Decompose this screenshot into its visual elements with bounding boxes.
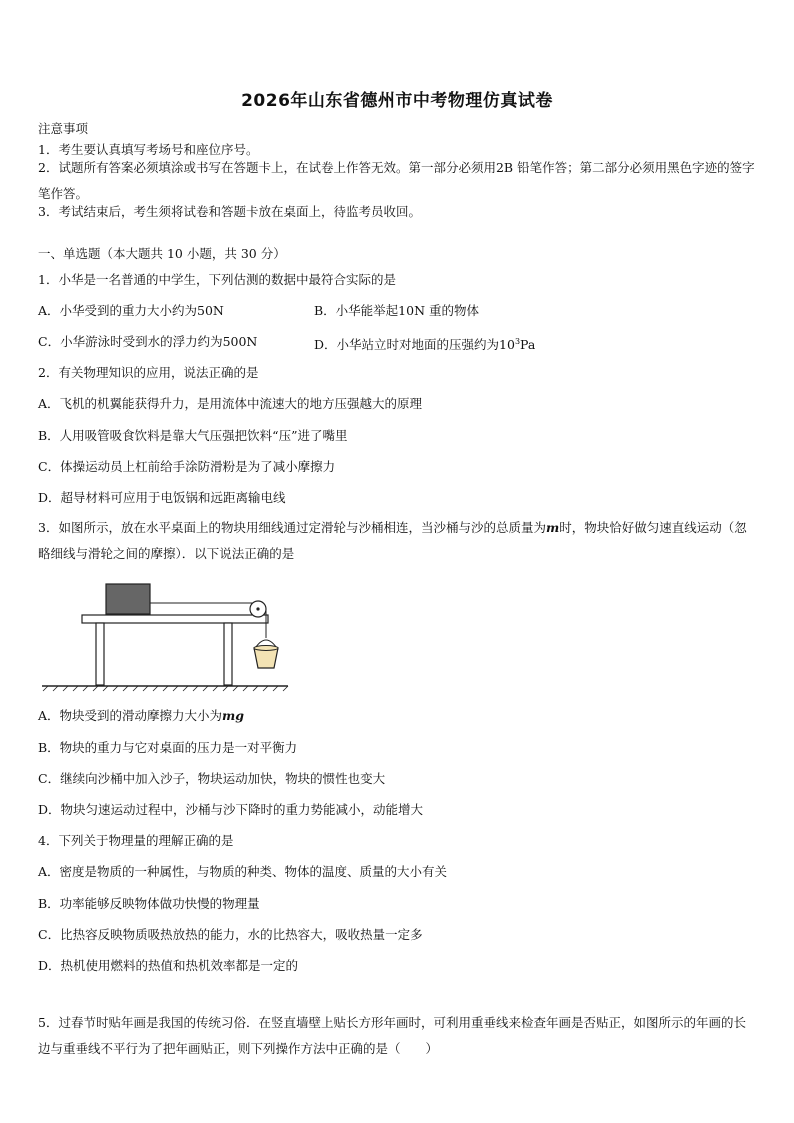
q1-option-c[interactable]: C．小华游泳时受到水的浮力约为500N (38, 334, 258, 349)
q3-stem-variable: m (545, 520, 560, 535)
notice-heading: 注意事项 (38, 121, 89, 136)
q1-option-b[interactable]: B．小华能举起10N 重的物体 (314, 303, 480, 318)
q3-option-d[interactable]: D．物块匀速运动过程中，沙桶与沙下降时的重力势能减小，动能增大 (38, 802, 424, 817)
q4-option-d[interactable]: D．热机使用燃料的热值和热机效率都是一定的 (38, 958, 299, 973)
q3-option-c[interactable]: C．继续向沙桶中加入沙子，物块运动加快，物块的惯性也变大 (38, 771, 386, 786)
table-leg-right (224, 623, 232, 685)
q3-option-a-variable: mg (222, 708, 244, 723)
section-heading: 一、单选题（本大题共 10 小题，共 30 分） (38, 246, 286, 261)
q3-stem-part1: 3．如图所示，放在水平桌面上的物块用细线通过定滑轮与沙桶相连，当沙桶与沙的总质量为 (38, 520, 546, 535)
q2-option-b[interactable]: B．人用吸管吸食饮料是靠大气压强把饮料“压”进了嘴里 (38, 428, 348, 443)
q3-option-a-text: A．物块受到的滑动摩擦力大小为 (38, 708, 223, 723)
q4-option-c[interactable]: C．比热容反映物质吸热放热的能力，水的比热容大，吸收热量一定多 (38, 927, 423, 942)
notice-item-2: 2．试题所有答案必须填涂或书写在答题卡上，在试卷上作答无效。第一部分必须用2B 铅笔作答；第二部分必须用黑色字迹的签字笔作答。 (38, 160, 755, 201)
q2-option-c[interactable]: C．体操运动员上杠前给手涂防滑粉是为了减小摩擦力 (38, 459, 336, 474)
q4-stem: 4．下列关于物理量的理解正确的是 (38, 833, 234, 848)
q3-stem (38, 515, 758, 567)
q2-option-d[interactable]: D．超导材料可应用于电饭锅和远距离输电线 (38, 490, 286, 505)
q2-option-a[interactable]: A．飞机的机翼能获得升力，是用流体中流速大的地方压强越大的原理 (38, 396, 423, 411)
bucket-rim (254, 646, 278, 651)
q2-stem: 2．有关物理知识的应用，说法正确的是 (38, 365, 259, 380)
pulley-figure (38, 578, 298, 692)
q4-option-b[interactable]: B．功率能够反映物体做功快慢的物理量 (38, 896, 260, 911)
q1-option-d[interactable] (314, 333, 535, 354)
exam-title: 2026年山东省德州市中考物理仿真试卷 (241, 91, 553, 111)
q3-option-b[interactable]: B．物块的重力与它对桌面的压力是一对平衡力 (38, 740, 298, 755)
table-leg-left (96, 623, 104, 685)
q3-option-a[interactable] (38, 707, 244, 725)
q1-option-d-exponent: 3 (514, 337, 521, 346)
ground-hatching (43, 686, 288, 691)
q4-option-a[interactable]: A．密度是物质的一种属性，与物质的种类、物体的温度、质量的大小有关 (38, 864, 448, 879)
q5-stem: 5．过春节时贴年画是我国的传统习俗．在竖直墙壁上贴长方形年画时，可利用重垂线来检查年画是否贴正，如图所示的年画的长边与重垂线不平行为了把年画贴正，则下列操作方法中正确的是（ ） (38, 1015, 746, 1056)
q3-stem-part2: 时，物块恰好做匀速直线运动（忽略细线与滑轮之间的摩擦）．以下说法正确的是 (38, 520, 747, 561)
notice-item-1: 1．考生要认真填写考场号和座位序号。 (38, 142, 259, 157)
pulley-axle (256, 607, 259, 610)
q1-option-d-unit: Pa (520, 337, 536, 353)
q1-option-a[interactable]: A．小华受到的重力大小约为50N (38, 303, 224, 318)
notice-item-3: 3．考试结束后，考生须将试卷和答题卡放在桌面上，待监考员收回。 (38, 204, 421, 219)
block (106, 584, 150, 614)
table-top (82, 615, 268, 623)
q1-stem: 1．小华是一名普通的中学生，下列估测的数据中最符合实际的是 (38, 272, 396, 287)
q1-option-d-text: D．小华站立时对地面的压强约为10 (314, 337, 515, 353)
